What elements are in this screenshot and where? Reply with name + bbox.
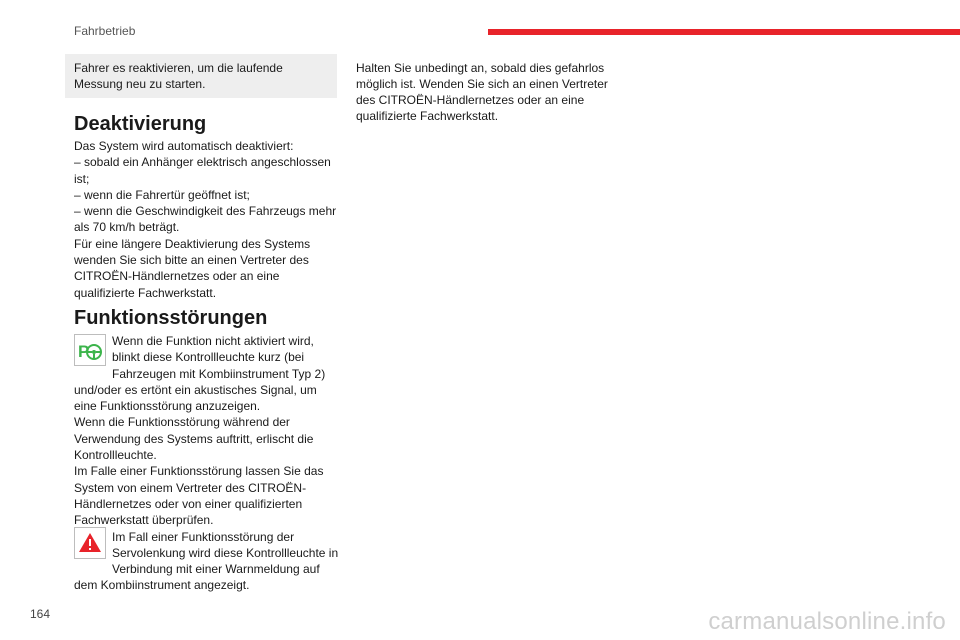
deactivation-body bbox=[74, 138, 342, 301]
page-number: 164 bbox=[30, 607, 51, 621]
svg-text:P: P bbox=[78, 342, 90, 361]
deactivation-closing: Für eine längere Deaktivierung des Systems wenden Sie sich bitte an einen Vertreter des CITROËN-Händlernetzes oder an eine qualifizierte Fachwerkstatt. bbox=[74, 236, 311, 300]
warning-triangle-icon bbox=[74, 527, 106, 559]
warning-triangle-icon-graphic bbox=[75, 528, 105, 558]
malfunctions-heading: Funktionsstörungen bbox=[74, 307, 268, 329]
watermark: carmanualsonline.info bbox=[708, 608, 946, 635]
malfunctions-paragraph-1: Wenn die Funktion nicht aktiviert wird, blinkt diese Kontrollleuchte kurz (bei Fahrzeugen mit Kombiinstrument Typ 2) und/oder es ertönt ein akustisches Signal, um eine Funktionsstörung anzuzeigen. bbox=[74, 334, 326, 414]
deactivation-item: – wenn die Geschwindigkeit des Fahrzeugs mehr als 70 km/h beträgt. bbox=[74, 204, 337, 235]
section-title: Fahrbetrieb bbox=[74, 24, 136, 38]
malfunctions-paragraph-2: Wenn die Funktionsstörung während der Verwendung des Systems auftritt, erlischt die Kontrollleuchte. bbox=[74, 415, 314, 463]
malfunctions-paragraph-3: Im Falle einer Funktionsstörung lassen Sie das System von einem Vertreter des CITROËN-Händlernetzes oder von einer qualifizierten Fachwerkstatt überprüfen. bbox=[74, 464, 324, 528]
note-text: Fahrer es reaktivieren, um die laufende Messung neu zu starten. bbox=[74, 61, 283, 91]
right-column-text: Halten Sie unbedingt an, sobald dies gefahrlos möglich ist. Wenden Sie sich an einen Vertreter des CITROËN-Händlernetzes oder an eine qualifizierte Fachwerkstatt. bbox=[356, 61, 608, 123]
deactivation-item: – sobald ein Anhänger elektrisch angeschlossen ist; bbox=[74, 155, 331, 186]
malfunctions-paragraph-4: Im Fall einer Funktionsstörung der Servolenkung wird diese Kontrollleuchte in Verbindung mit einer Warnmeldung auf dem Kombiinstrument angezeigt. bbox=[74, 529, 339, 593]
deactivation-intro: Das System wird automatisch deaktiviert: bbox=[74, 139, 294, 153]
deactivation-heading: Deaktivierung bbox=[74, 113, 207, 135]
deactivation-item: – wenn die Fahrertür geöffnet ist; bbox=[74, 187, 250, 202]
header-accent-bar bbox=[488, 29, 960, 35]
malfunctions-body bbox=[74, 333, 342, 594]
